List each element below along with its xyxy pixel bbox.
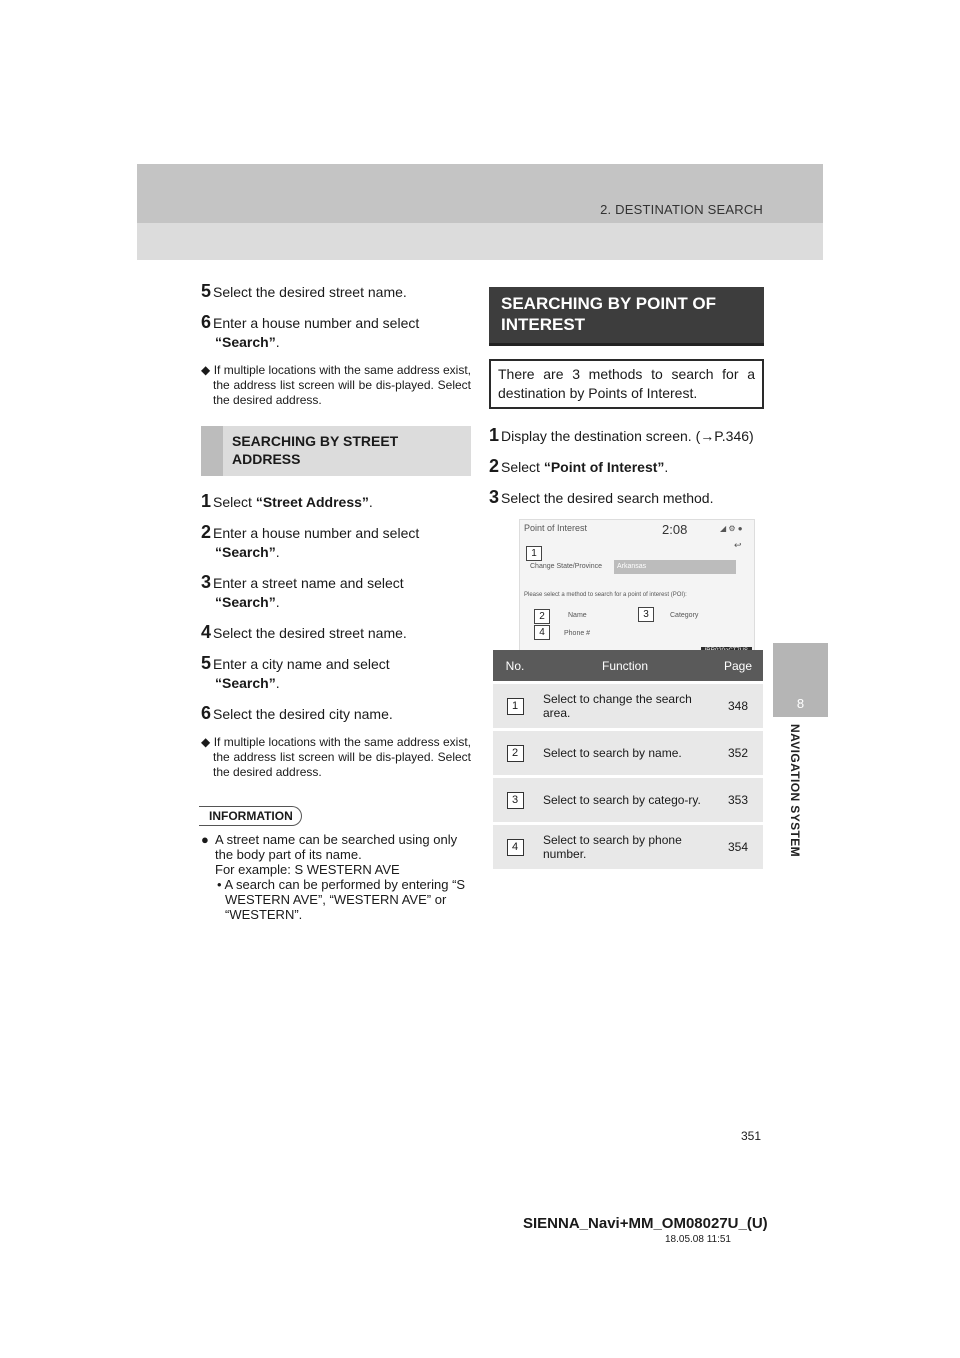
callout-box: 4 [534, 625, 550, 640]
callout-box: 3 [638, 607, 654, 622]
table-cell-page: 354 [713, 824, 763, 870]
screen-state-label: Change State/Province [530, 563, 602, 570]
information-subitem: • A search can be performed by entering “S WESTERN AVE”, “WESTERN AVE” or “WESTERN”. [217, 877, 466, 922]
section-heading-street-address: SEARCHING BY STREET ADDRESS [201, 426, 471, 476]
step: 2 Select “Point of Interest”. [489, 456, 669, 476]
left-column [201, 282, 471, 922]
step: 1 Select “Street Address”. [201, 491, 373, 511]
callout-box: 4 [507, 839, 524, 856]
screen-category: Category [670, 612, 699, 619]
callout-box: 3 [507, 792, 524, 809]
chapter-tab [773, 643, 828, 717]
table-header-row [493, 650, 763, 683]
screen-phone: Phone # [564, 630, 591, 637]
chapter-number: 8 [796, 696, 805, 711]
table-cell-function: Select to search by phone number. [537, 824, 713, 870]
header-bar [137, 164, 823, 260]
table-row [493, 777, 763, 824]
table-cell-page: 353 [713, 777, 763, 824]
status-icons: ◢ ⚙ ● [720, 524, 743, 533]
screen-prompt: Please select a method to search for a point of interest (POI): [524, 592, 687, 598]
information-label: INFORMATION [199, 806, 302, 826]
table-cell-page: 348 [713, 683, 763, 730]
bullet-note: ◆ If multiple locations with the same address exist, the address list screen will be dis-played. Select the desired address. [201, 363, 472, 407]
bullet-dot-icon: ● [201, 832, 209, 847]
step: 4 Select the desired street name. [201, 622, 407, 642]
screen-name: Name [568, 612, 587, 619]
print-timestamp: 18.05.08 11:51 [665, 1234, 731, 1245]
screen-state-field: Arkansas [614, 560, 736, 574]
chapter-label: NAVIGATION SYSTEM [788, 724, 802, 858]
callout-box: 1 [526, 546, 542, 561]
step: 2 Enter a house number and select “Search”. [201, 522, 420, 560]
section-heading-poi: SEARCHING BY POINT OF INTEREST [489, 287, 764, 346]
callout-box: 2 [534, 609, 550, 624]
table-cell-page: 352 [713, 730, 763, 777]
step: 3 Enter a street name and select “Search”. [201, 572, 404, 610]
right-column [489, 287, 764, 656]
section-title: 2. DESTINATION SEARCH [600, 202, 763, 217]
table-header: No. [493, 650, 537, 683]
bullet-note: ◆ If multiple locations with the same address exist, the address list screen will be dis-played. Select the desired address. [201, 735, 472, 779]
table-header: Function [537, 650, 713, 683]
page-number: 351 [741, 1129, 762, 1143]
step: 5 Select the desired street name. [201, 281, 407, 301]
poi-intro-box: There are 3 methods to search for a destination by Points of Interest. [489, 359, 764, 409]
table-header: Page [713, 650, 763, 683]
screen-time: 2:08 [662, 522, 688, 537]
document-id: SIENNA_Navi+MM_OM08027U_(U) [523, 1215, 768, 1232]
poi-methods-table [493, 650, 763, 869]
step: 6 Enter a house number and select “Search”. [201, 312, 420, 350]
table-cell-function: Select to change the search area. [537, 683, 713, 730]
table-cell-function: Select to search by name. [537, 730, 713, 777]
back-icon: ↩ [734, 540, 742, 550]
heading-marker [201, 426, 223, 476]
table-row [493, 683, 763, 730]
poi-screen-illustration [519, 519, 755, 656]
step: 1 Display the destination screen. (→P.346) [489, 425, 754, 445]
table-row [493, 730, 763, 777]
table-row [493, 824, 763, 870]
callout-box: 2 [507, 745, 524, 762]
step: 6 Select the desired city name. [201, 703, 393, 723]
screen-title: Point of Interest [524, 523, 588, 533]
callout-box: 1 [507, 698, 524, 715]
table-cell-function: Select to search by catego-ry. [537, 777, 713, 824]
information-item: ● A street name can be searched using only the body part of its name. For example: S WESTERN AVE [201, 832, 458, 877]
step: 3 Select the desired search method. [489, 487, 714, 507]
step: 5 Enter a city name and select “Search”. [201, 653, 390, 691]
